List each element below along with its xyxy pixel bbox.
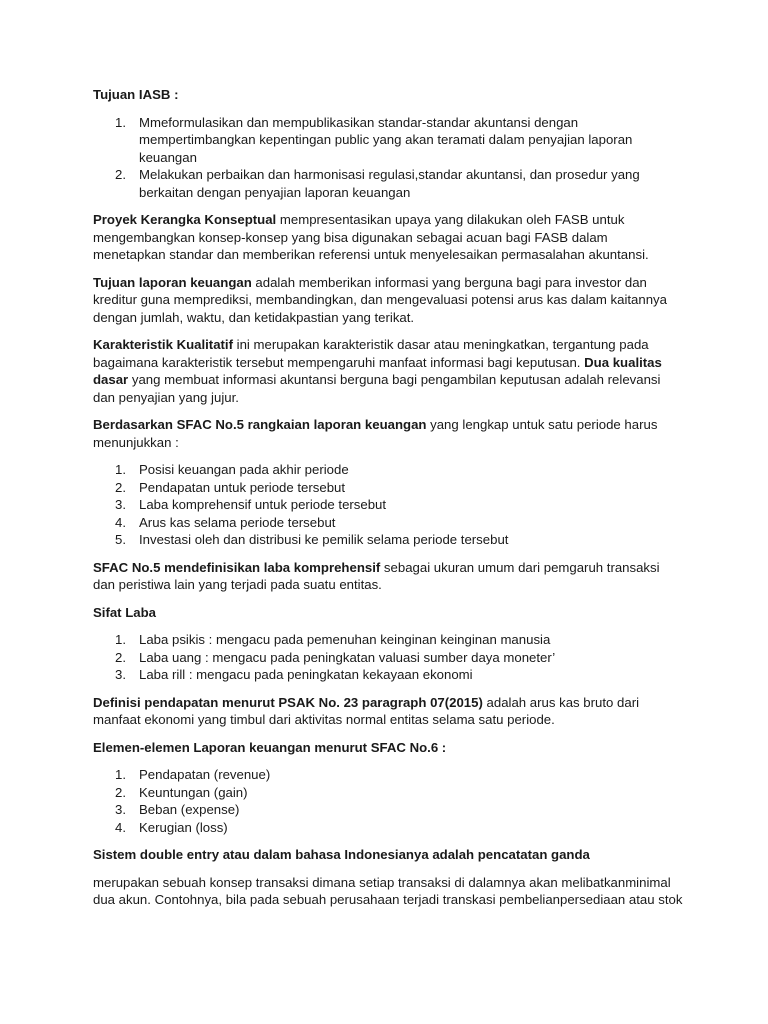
list-elemen <box>93 766 683 836</box>
list-number: 1. <box>115 114 126 130</box>
list-number: 2. <box>115 784 126 800</box>
paragraph-definisi-pendapatan <box>93 694 683 729</box>
list-text: Arus kas selama periode tersebut <box>139 514 336 530</box>
list-item <box>93 479 683 497</box>
list-item <box>93 496 683 514</box>
bold-term: Dua kualitas dasar <box>93 354 662 387</box>
list-text: Keuntungan (gain) <box>139 784 248 800</box>
list-number: 2. <box>115 479 126 495</box>
paragraph-sfac5-rangkaian <box>93 416 683 451</box>
heading-tujuan-iasb: Tujuan IASB : <box>93 87 179 102</box>
bold-term: Proyek Kerangka Konseptual <box>93 212 277 227</box>
heading-sifat-laba: Sifat Laba <box>93 604 157 620</box>
paragraph-double-entry: merupakan sebuah konsep transaksi dimana setiap transaksi di dalamnya akan melibatkanminimal dua akun. Contohnya, bila pada sebuah perusahaan terjadi transkasi pembelianpersediaan atau stok <box>93 874 683 907</box>
list-text: Posisi keuangan pada akhir periode <box>139 462 349 477</box>
paragraph-text: mempresentasikan upaya yang dilakukan oleh FASB untuk mengembangkan konsep-konsep yang bisa digunakan sebagai acuan bagi FASB dalam menetapkan standar dan memberikan referensi untuk menyelesaikan permasalahan akuntansi. <box>93 212 649 262</box>
paragraph-tujuan-laporan <box>93 274 683 327</box>
paragraph-karakteristik <box>93 336 683 406</box>
paragraph-text: yang lengkap untuk satu periode harus menunjukkan : <box>93 417 658 450</box>
list-item <box>93 461 683 479</box>
list-item <box>93 114 683 167</box>
list-number: 1. <box>115 632 126 647</box>
list-text: Investasi oleh dan distribusi ke pemilik selama periode tersebut <box>139 532 509 547</box>
list-text: Melakukan perbaikan dan harmonisasi regulasi,standar akuntansi, dan prosedur yang berkaitan dengan penyajian laporan keuangan <box>139 167 640 200</box>
bold-term: Berdasarkan SFAC No.5 rangkaian laporan keuangan <box>93 417 427 432</box>
list-item <box>93 784 683 802</box>
paragraph-text: adalah memberikan informasi yang berguna bagi para investor dan kreditur guna memprediksi, membandingkan, dan mengevaluasi potensi arus kas dalam kaitannya dengan jumlah, waktu, dan ketidakpastian yang terikat. <box>93 274 667 325</box>
list-item <box>93 766 683 784</box>
paragraph-text: yang membuat informasi akuntansi berguna bagi pengambilan keputusan adalah relevansi dan penyajian yang jujur. <box>93 372 661 405</box>
list-number: 3. <box>115 667 126 682</box>
list-text: Mmeformulasikan dan mempublikasikan standar-standar akuntansi dengan mempertimbangkan kepentingan public yang akan teramati dalam penyajian laporan keuangan <box>139 114 633 165</box>
list-item <box>93 514 683 532</box>
paragraph-sfac5-laba <box>93 559 683 594</box>
list-item <box>93 631 683 649</box>
list-text: Kerugian (loss) <box>139 819 228 835</box>
bold-term: Definisi pendapatan menurut PSAK No. 23 paragraph 07(2015) <box>93 694 483 710</box>
list-sifat-laba <box>93 631 683 684</box>
heading-elemen: Elemen-elemen Laporan keuangan menurut SFAC No.6 : <box>93 739 447 755</box>
list-text: Laba rill : mengacu pada peningkatan kekayaan ekonomi <box>139 667 473 682</box>
paragraph-text: sebagai ukuran umum dari pemgaruh transaksi dan peristiwa lain yang terjadi pada suatu entitas. <box>93 559 660 592</box>
list-number: 4. <box>115 514 126 530</box>
list-number: 3. <box>115 497 126 512</box>
list-text: Laba komprehensif untuk periode tersebut <box>139 497 387 512</box>
list-text: Laba psikis : mengacu pada pemenuhan keinginan keinginan manusia <box>139 632 551 647</box>
bold-term: SFAC No.5 mendefinisikan laba komprehensif <box>93 559 381 575</box>
list-number: 2. <box>115 167 126 182</box>
bold-term: Karakteristik Kualitatif <box>93 337 233 352</box>
bold-term: Tujuan laporan keuangan <box>93 274 252 290</box>
list-item <box>93 819 683 837</box>
paragraph-text: adalah arus kas bruto dari manfaat ekonomi yang timbul dari aktivitas normal entitas selama satu periode. <box>93 694 640 727</box>
list-item <box>93 531 683 549</box>
list-number: 1. <box>115 767 126 782</box>
list-text: Pendapatan untuk periode tersebut <box>139 479 346 495</box>
list-item <box>93 666 683 684</box>
list-number: 2. <box>115 649 126 665</box>
list-item <box>93 166 683 201</box>
heading-double-entry: Sistem double entry atau dalam bahasa Indonesianya adalah pencatatan ganda <box>93 847 590 862</box>
list-item <box>93 649 683 667</box>
list-item <box>93 801 683 819</box>
list-text: Pendapatan (revenue) <box>139 767 271 782</box>
document-body <box>93 86 683 919</box>
list-number: 3. <box>115 802 126 817</box>
list-number: 5. <box>115 532 126 547</box>
list-text: Beban (expense) <box>139 802 240 817</box>
paragraph-proyek <box>93 211 683 264</box>
list-sfac5-rangkaian <box>93 461 683 549</box>
list-tujuan-iasb <box>93 114 683 202</box>
paragraph-text: ini merupakan karakteristik dasar atau meningkatkan, tergantung pada bagaimana karakteristik tersebut mempengaruhi manfaat informasi bagi keputusan. <box>93 337 649 370</box>
list-number: 4. <box>115 819 126 835</box>
list-number: 1. <box>115 462 126 477</box>
list-text: Laba uang : mengacu pada peningkatan valuasi sumber daya moneter’ <box>139 649 556 665</box>
